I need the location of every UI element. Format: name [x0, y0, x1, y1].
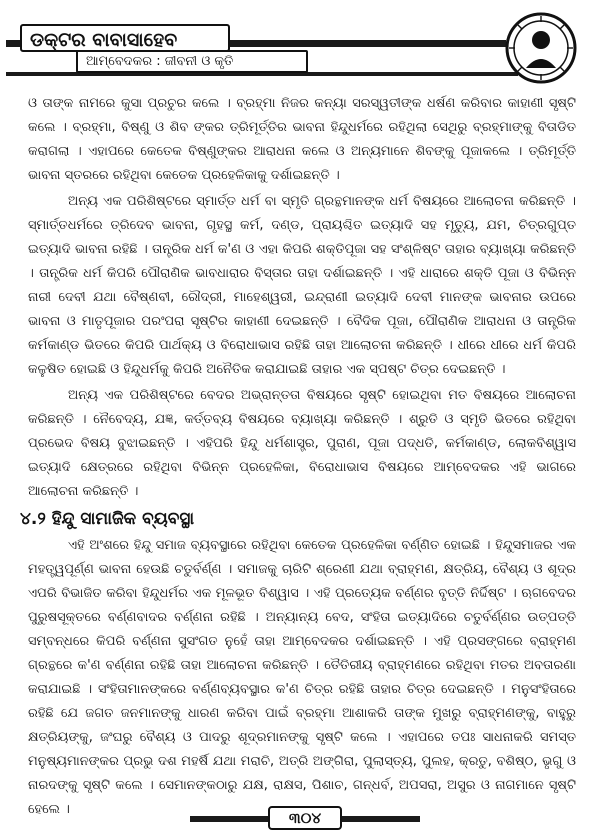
emblem-icon — [504, 10, 578, 86]
section-heading: ୪.୨ ହିନ୍ଦୁ ସାମାଜିକ ବ୍ୟବସ୍ଥା — [20, 509, 195, 529]
page-body — [20, 92, 576, 824]
book-title: ଡକ୍ଟର ବାବାସାହେବ — [20, 24, 230, 52]
page-header — [0, 0, 600, 92]
paragraph: ଓ ତାଙ୍କ ନାମରେ କୁସା ପ୍ରଚୁର କଲେ । ବ୍ରହ୍ମା ନିଜର କନ୍ୟା ସରସ୍ୱତୀଙ୍କ ଧର୍ଷଣ କରିବାର କାହାଣୀ ସୃଷ୍ଟି କଲେ । ବ୍ରହ୍ମା, ବିଷ୍ଣୁ ଓ ଶିବ ଙ୍କର ତ୍ରିମୂର୍ତ୍ତିର ଭାବନା ହିନ୍ଦୁଧର୍ମରେ ରହିଥିଲା ସେଥିରୁ ବ୍ରହ୍ମାଙ୍କୁ ବିତାଡିତ କରାଗଲା । ଏହାପରେ କେତେକ ବିଷ୍ଣୁଙ୍କର ଆରାଧନା କଲେ ଓ ଅନ୍ୟମାନେ ଶିବଙ୍କୁ ପୂଜାକଲେ । ତ୍ରିମୂର୍ତ୍ତି ଭାବନା ସ୍ତରରେ ରହିଥିବା କେତେକ ପ୍ରହେଳିକାକୁ ଦର୍ଶାଇଛନ୍ତି । — [28, 96, 576, 183]
page-number: ୩୦୪ — [268, 806, 342, 830]
paragraph: ଅନ୍ୟ ଏକ ପରିଶିଷ୍ଟରେ ସ୍ମାର୍ତ୍ତ ଧର୍ମ ବା ସ୍ମୃତି ଗ୍ରନ୍ଥମାନଙ୍କ ଧର୍ମ ବିଷୟରେ ଆଲୋଚନା କରିଛନ୍ତି । ସ୍ମାର୍ତ୍ତଧର୍ମରେ ତ୍ରିଦେବ ଭାବନା, ଗୃହସ୍ଥ କର୍ମ, ଦଣ୍ଡ, ପ୍ରାୟଶ୍ଚିତ ଇତ୍ୟାଦି ସହ ମୃତ୍ୟୁ, ଯମ, ଚିତ୍ରଗୁପ୍ତ ଇତ୍ୟାଦି ଭାବନା ରହିଛି । ତାନ୍ତ୍ରିକ ଧର୍ମ କ'ଣ ଓ ଏହା କିପରି ଶକ୍ତିପୂଜା ସହ ସଂଶ୍ଳିଷ୍ଟ ତାହାର ବ୍ୟାଖ୍ୟା କରିଛନ୍ତି । ତାନ୍ତ୍ରିକ ଧର୍ମ କିପରି ପୌରାଣିକ ଭାବଧାରାର ବିସ୍ତାର ତାହା ଦର୍ଶାଇଛନ୍ତି । ଏହି ଧାରାରେ ଶକ୍ତି ପୂଜା ଓ ବିଭିନ୍ନ ନାରୀ ଦେବୀ ଯଥା ବୈଷ୍ଣବୀ, ରୌଦ୍ରୀ, ମାହେଶ୍ୱରୀ, ଇନ୍ଦ୍ରାଣୀ ଇତ୍ୟାଦି ଦେବୀ ମାନଙ୍କ ଭାବନାର ଉପରେ ଭାବନା ଓ ମାତୃପୂଜାର ପରଂପରା ସୃଷ୍ଟିର କାହାଣୀ ଦେଇଛନ୍ତି । ବୈଦିକ ପୂଜା, ପୌରାଣିକ ଆରାଧନା ଓ ତାନ୍ତ୍ରିକ କର୍ମକାଣ୍ଡ ଭିତରେ କିପରି ପାର୍ଥକ୍ୟ ଓ ବିରୋଧାଭାସ ରହିଛି ତାହା ଆଲୋଚନା କରିଛନ୍ତି । ଧୀରେ ଧୀରେ ଧର୍ମ କିପରି କଳୁଷିତ ହୋଇଛି ଓ ହିନ୍ଦୁଧର୍ମକୁ କିପରି ଅନୈତିକ କରାଯାଇଛି ତାହାର ଏକ ସ୍ପଷ୍ଟ ଚିତ୍ର ଦେଇଛନ୍ତି । — [28, 194, 576, 377]
paragraph: ଏହି ଅଂଶରେ ହିନ୍ଦୁ ସମାଜ ବ୍ୟବସ୍ଥାରେ ରହିଥିବା କେତେକ ପ୍ରହେଳିକା ବର୍ଣ୍ଣିତ ହୋଇଛି । ହିନ୍ଦୁସମାଜର ଏକ ମହତ୍ତ୍ୱପୂର୍ଣ୍ଣ ଭାବନା ହେଉଛି ଚତୁର୍ବର୍ଣ୍ଣ । ସମାଜକୁ ଚାରିଟି ଶ୍ରେଣୀ ଯଥା ବ୍ରାହ୍ମଣ, କ୍ଷତ୍ରିୟ, ବୈଶ୍ୟ ଓ ଶୂଦ୍ର ଏପରି ବିଭାଜିତ କରିବା ହିନ୍ଦୁଧର୍ମର ଏକ ମୂଳଭୂତ ବିଶ୍ୱାସ । ଏହି ପ୍ରତ୍ୟେକ ବର୍ଣ୍ଣର ବୃତ୍ତି ନିର୍ଦ୍ଦିଷ୍ଟ । ଋଗବେଦର ପୁରୁଷସୂକ୍ତରେ ବର୍ଣ୍ଣବାଦର ବର୍ଣ୍ଣନା ରହିଛି । ଅନ୍ୟାନ୍ୟ ବେଦ, ସଂହିତା ଇତ୍ୟାଦିରେ ଚତୁର୍ବର୍ଣ୍ଣର ଉତ୍ପତ୍ତି ସମ୍ବନ୍ଧରେ କିପରି ବର୍ଣ୍ଣନା ସୁସଂଗତ ନୁହେଁ ତାହା ଆମ୍ବେଦକର ଦର୍ଶାଇଛନ୍ତି । ଏହି ପ୍ରସଙ୍ଗରେ ବ୍ରାହ୍ମଣ ଗ୍ରନ୍ଥରେ କ'ଣ ବର୍ଣ୍ଣନା ରହିଛି ତାହା ଆଲୋଚନା କରିଛନ୍ତି । ତୈତିରୀୟ ବ୍ରାହ୍ମଣରେ ରହିଥିବା ମତର ଅବତାରଣା କରାଯାଇଛି । ସଂହିତାମାନଙ୍କରେ ବର୍ଣ୍ଣବ୍ୟବସ୍ଥାର କ'ଣ ଚିତ୍ର ରହିଛି ତାହାର ଚିତ୍ର ଦେଇଛନ୍ତି । ମନୁସଂହିତାରେ ରହିଛି ଯେ ଜଗତ ଜନମାନଙ୍କୁ ଧାରଣ କରିବା ପାଇଁ ବ୍ରହ୍ମା ଆଶାକରି ତାଙ୍କ ମୁଖରୁ ବ୍ରାହ୍ମଣଙ୍କୁ, ବାହୁରୁ କ୍ଷତ୍ରିୟଙ୍କୁ, ଜଂଘରୁ ବୈଶ୍ୟ ଓ ପାଦରୁ ଶୂଦ୍ରମାନଙ୍କୁ ସୃଷ୍ଟି କଲେ । ଏହାପରେ ତପଃ ସାଧନାକରି ସମସ୍ତ ମନୁଷ୍ୟମାନଙ୍କର ପ୍ରଭୁ ଦଶ ମହର୍ଷି ଯଥା ମରାଚି, ଅତ୍ରି ଅଙ୍ଗିରା, ପୁଲାସ୍ତ୍ୟ, ପୁଲହ, କ୍ରତୁ, ବଶିଷ୍ଠ, ଭୃଗୁ ଓ ନାରଦଙ୍କୁ ସୃଷ୍ଟି କଲେ । ସେମାନଙ୍କଠାରୁ ଯକ୍ଷ, ରାକ୍ଷସ, ପିଶାଚ, ଗନ୍ଧର୍ବ, ଅପସରା, ଅସୁର ଓ ନାଗମାନେ ସୃଷ୍ଟି ହେଲେ । — [28, 538, 576, 817]
book-subtitle: ଆମ୍ବେଦକର : ଜୀବନୀ ଓ କୃତି — [76, 50, 308, 73]
paragraph: ଅନ୍ୟ ଏକ ପରିଶିଷ୍ଟରେ ବେଦର ଅଭ୍ରାନ୍ତତା ବିଷୟରେ ସୃଷ୍ଟି ହୋଇଥିବା ମତ ବିଷୟରେ ଆଲୋଚନା କରିଛନ୍ତି । ନୈବେଦ୍ୟ, ଯଜ୍ଞ, କର୍ତ୍ତବ୍ୟ ବିଷୟରେ ବ୍ୟାଖ୍ୟା କରିଛନ୍ତି । ଶ୍ରୁତି ଓ ସ୍ମୃତି ଭିତରେ ରହିଥିବା ପ୍ରଭେଦ ବିଷୟ ବୁଝାଇଛନ୍ତି । ଏହିପରି ହିନ୍ଦୁ ଧର୍ମଶାସ୍ତ୍ର, ପୁରାଣ, ପୂଜା ପଦ୍ଧତି, କର୍ମକାଣ୍ଡ, ଲୋକବିଶ୍ୱାସ ଇତ୍ୟାଦି କ୍ଷେତ୍ରରେ ରହିଥିବା ବିଭିନ୍ନ ପ୍ରହେଳିକା, ବିରୋଧାଭାସ ବିଷୟରେ ଆମ୍ବେଦକର ଏହି ଭାଗରେ ଆଲୋଚନା କରିଛନ୍ତି । — [28, 388, 576, 499]
